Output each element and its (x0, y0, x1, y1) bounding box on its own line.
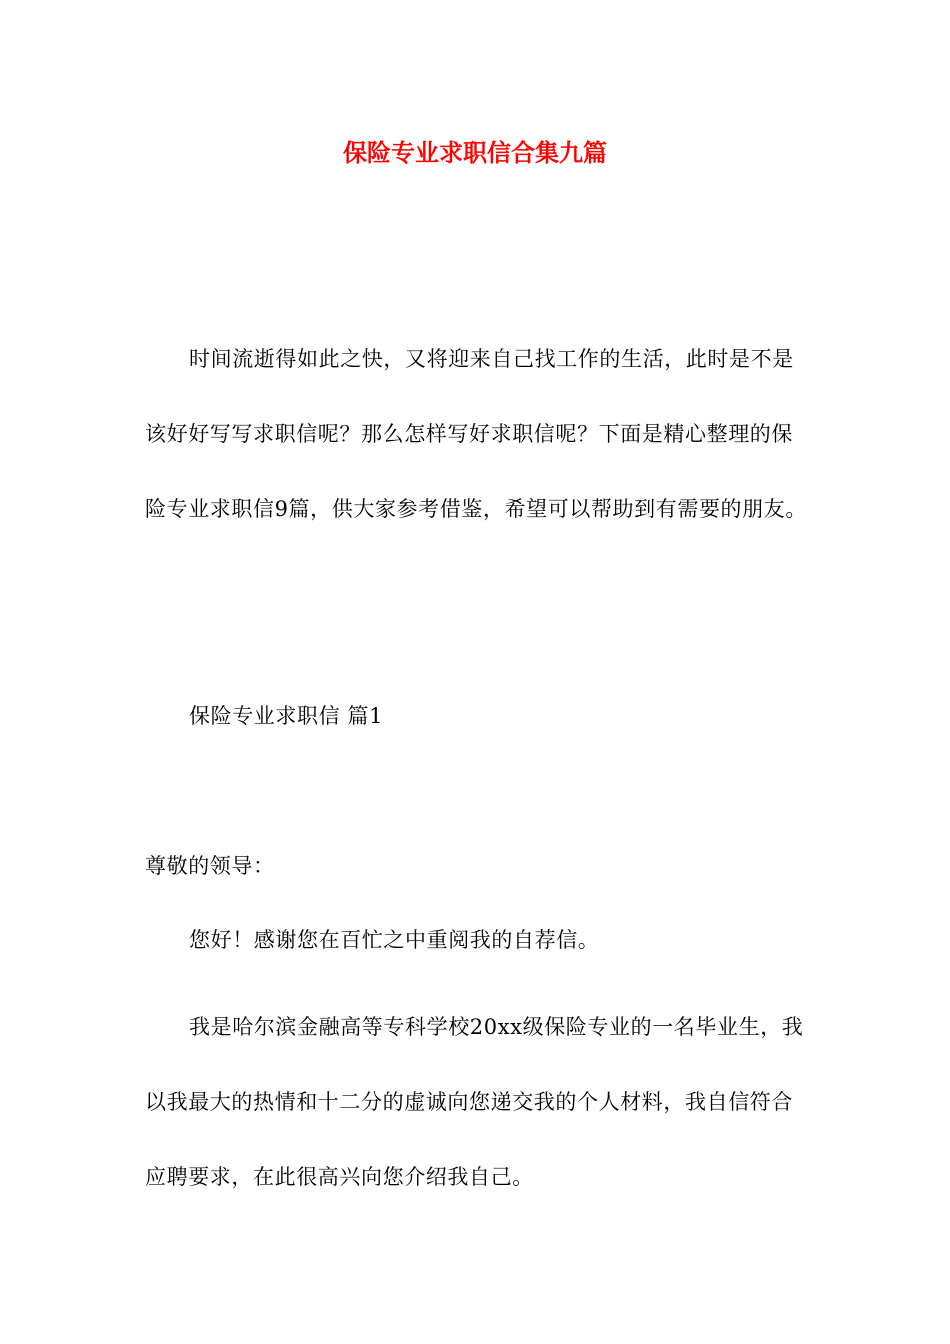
intro-paragraph: 时间流逝得如此之快，又将迎来自己找工作的生活，此时是不是该好好写写求职信呢？那么怎样写好求职信呢？下面是精心整理的保险专业求职信9篇，供大家参考借鉴，希望可以帮助到有需要的朋友。 (145, 347, 807, 521)
section-heading: 保险专业求职信 篇1 (189, 704, 384, 728)
salutation: 尊敬的领导： (145, 854, 275, 878)
body-paragraph: 我是哈尔滨金融高等专科学校20xx级保险专业的一名毕业生，我以我最大的热情和十二分的虚诚向您递交我的个人材料，我自信符合应聘要求，在此很高兴向您介绍我自己。 (145, 1015, 804, 1189)
greeting-paragraph: 您好！感谢您在百忙之中重阅我的自荐信。 (189, 928, 600, 952)
document-title: 保险专业求职信合集九篇 (343, 138, 607, 167)
